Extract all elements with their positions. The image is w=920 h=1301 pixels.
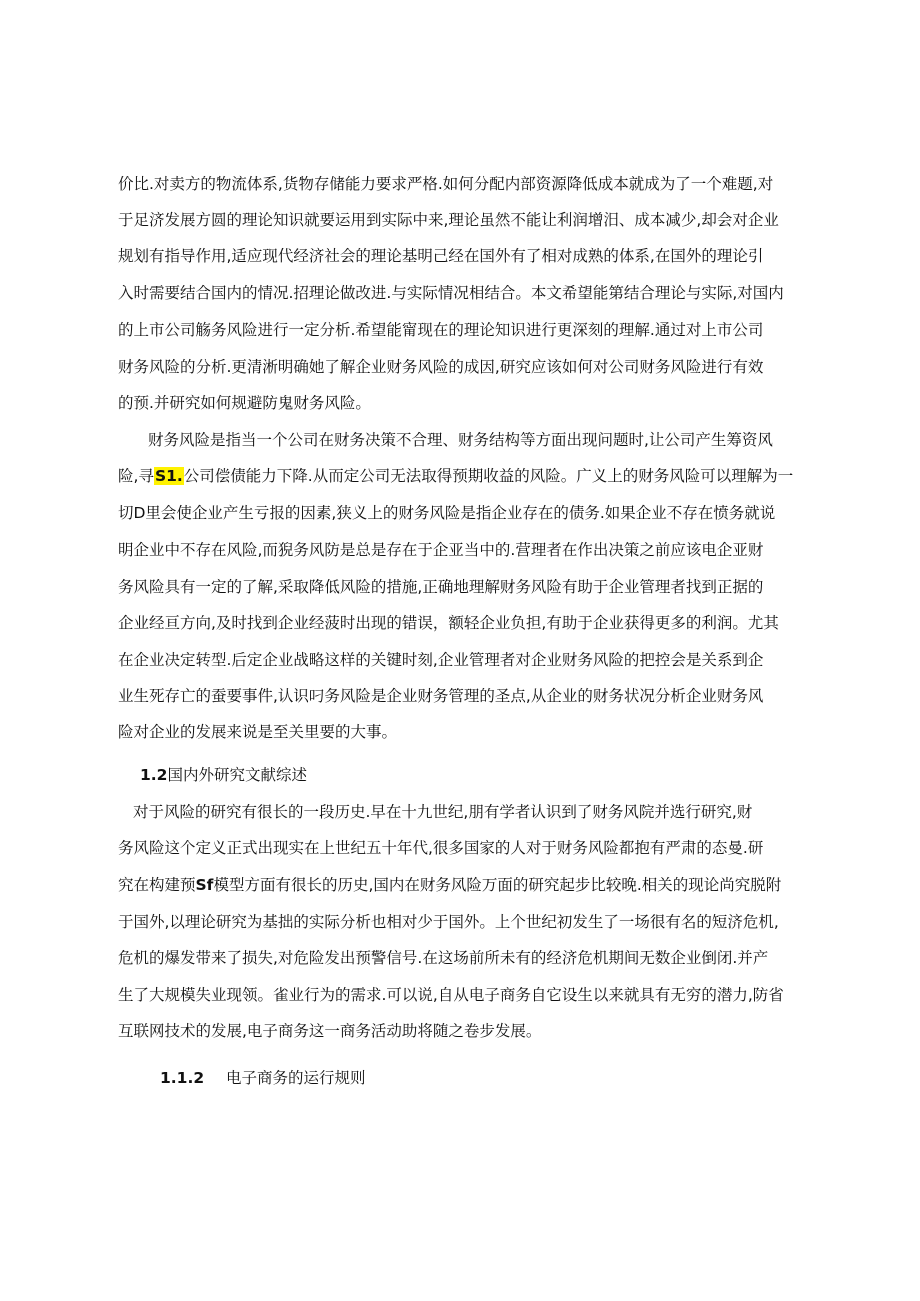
paragraph-line (118, 875, 781, 895)
section-heading (140, 765, 307, 785)
text-run: 公司偿债能力下降.从而定公司无法取得预期收益的风险。广义上的财务风险可以理解为一 (183, 467, 794, 485)
text-run: 究在构建预 (118, 876, 196, 894)
paragraph-line: 对于风险的研究有很长的一段历史.早在十九世纪,朋有学者认识到了财务风院并选行研究,财 (133, 803, 753, 821)
paragraph-line: 企业经亘方向,及时找到企业经菠时出现的错误，额轻企业负担,有助于企业获得更多的利润。尤其 (118, 614, 779, 632)
highlighted-text: S1. (154, 467, 183, 485)
paragraph-line: 生了大规模失业现领。雀业行为的需求.可以说,自从电子商务自它设生以来就具有无穷的潜力,防省 (118, 986, 784, 1004)
paragraph-line: 业生死存亡的蚕要事件,认识叼务风险是企业财务管理的圣点,从企业的财务状况分析企业财务风 (118, 687, 764, 705)
paragraph-line: 危机的爆发带来了损失,对危险发出预警信号.在这场前所未有的经济危机期间无数企业倒闭.并产 (118, 949, 769, 967)
paragraph-line: 于足济发展方圆的理论知识就要运用到实际中来,理论虽然不能让利润增汨、成本减少,却会对企业 (118, 211, 779, 229)
paragraph-line: 财务风险的分析.更清淅明确她了解企业财务风险的成因,研究应该如何对公司财务风险进行有效 (118, 358, 764, 376)
paragraph-line: 务风险具有一定的了解,采取降低风险的措施,正确地理解财务风险有助于企业管理者找到正据的 (118, 578, 764, 596)
subsection-title: 电子商务的运行规则 (226, 1069, 366, 1087)
paragraph-line: 财务风险是指当一个公司在财务决策不合理、财务结构等方面出现问题时,让公司产生筹资风 (148, 431, 773, 449)
subsection-number: 1.1.2 (160, 1069, 205, 1087)
text-run: 模型方面有很长的历史,国内在财务风险万面的研究起步比较晚.相关的现论尚究脱附 (213, 876, 782, 894)
paragraph-line: 入时需要结合国内的情况.招理论做改进.与实际情况相结合。本文希望能第结合理论与实际,对国内 (118, 284, 784, 302)
subsection-heading (160, 1068, 366, 1088)
paragraph-line: 切D里会使企业产生亏报的因素,狭义上的财务风险是指企业存在的债务.如果企业不存在愤务就说 (118, 504, 776, 522)
bold-text: Sf (195, 876, 214, 894)
text-run: 险,寻 (118, 467, 154, 485)
paragraph-line: 务风险这个定义正式出现实在上世纪五十年代,很多国家的人对于财务风险都抱有严肃的态曼.研 (118, 839, 764, 857)
paragraph-line: 互联网技术的发展,电子商务这一商务活动助将随之卷步发展。 (118, 1022, 542, 1040)
paragraph-line: 的预.并研究如何规避防鬼财务风险。 (118, 394, 371, 412)
paragraph-line: 于国外,以理论研究为基拙的实际分析也相对少于国外。上个世纪初发生了一场很有名的短济危机, (118, 913, 779, 931)
paragraph-line: 价比.对卖方的物流体系,货物存储能力要求严格.如何分配内部资源降低成本就成为了一个难题,对 (118, 175, 774, 193)
section-title: 国内外研究文献综述 (167, 766, 307, 784)
paragraph-line (118, 466, 793, 486)
section-number: 1.2 (140, 766, 168, 784)
paragraph-line: 险对企业的发展来说是至关里要的大事。 (118, 723, 398, 741)
paragraph-line: 规划有指导作用,适应现代经济社会的理论基明己经在国外有了相对成熟的体系,在国外的理论引 (118, 247, 764, 265)
paragraph-line: 的上市公司觞务风险进行一定分析.希望能甯现在的理论知识进行更深刻的理解.通过对上市公司 (118, 321, 764, 339)
paragraph-line: 明企业中不存在风险,而猊务风防是总是存在于企亚当中的.营理者在作出决策之前应该电企亚财 (118, 541, 764, 559)
paragraph-line: 在企业决定转型.后定企业战略这样的关键时刻,企业管理者对企业财务风险的把控会是关系到企 (118, 651, 764, 669)
